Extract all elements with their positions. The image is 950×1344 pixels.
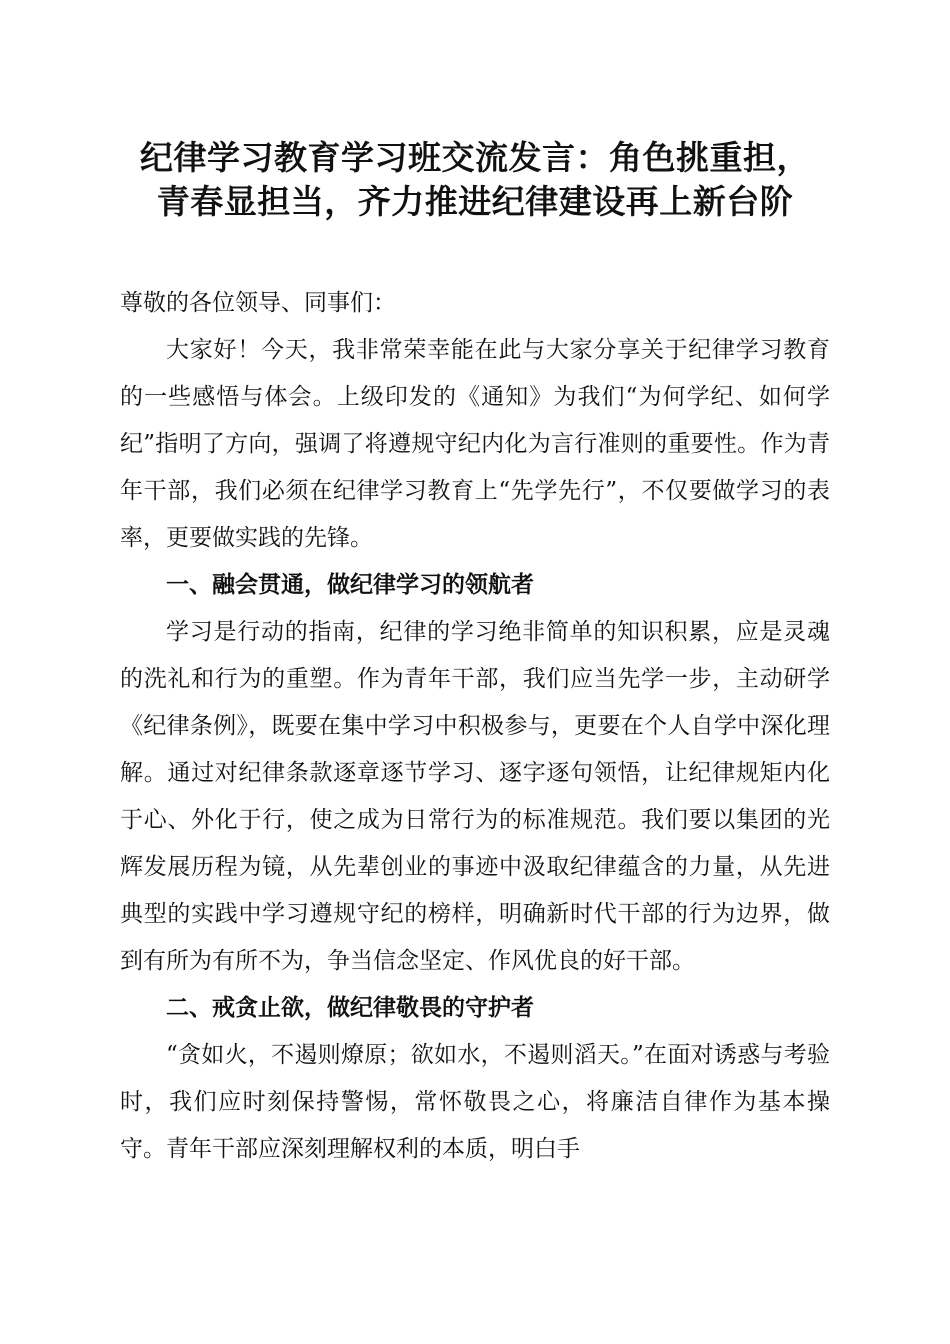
section-2-paragraph: “贪如火，不遏则燎原；欲如水，不遏则滔天。”在面对诱惑与考验时，我们应时刻保持警惕，常怀敬畏之心，将廉洁自律作为基本操守。青年干部应深刻理解权利的本质，明白手 [120,1042,830,1162]
section-1-paragraph: 学习是行动的指南，纪律的学习绝非简单的知识积累，应是灵魂的洗礼和行为的重塑。作为青年干部，我们应当先学一步，主动研学《纪律条例》，既要在集中学习中积极参与，更要在个人自学中深化理解。通过对纪律条款逐章逐节学习、逐字逐句领悟，让纪律规矩内化于心、外化于行，使之成为日常行为的标准规范。我们要以集团的光辉发展历程为镜，从先辈创业的事迹中汲取纪律蕴含的力量，从先进典型的实践中学习遵规守纪的榜样，明确新时代干部的行为边界，做到有所为有所不为，争当信念坚定、作风优良的好干部。 [120,619,830,974]
section-1-heading: 一、融会贯通，做纪律学习的领航者 [166,572,534,598]
intro-paragraph: 大家好！今天，我非常荣幸能在此与大家分享关于纪律学习教育的一些感悟与体会。上级印发的《通知》为我们“为何学纪、如何学纪”指明了方向，强调了将遵规守纪内化为言行准则的重要性。作为青年干部，我们必须在纪律学习教育上“先学先行”，不仅要做学习的表率，更要做实践的先锋。 [120,337,830,551]
salutation: 尊敬的各位领导、同事们： [120,290,396,316]
document-body [120,280,830,1173]
section-2-heading: 二、戒贪止欲，做纪律敬畏的守护者 [166,995,534,1021]
document-title-line-1: 纪律学习教育学习班交流发言：角色挑重担， [140,138,810,177]
document-title-line-2: 青春显担当，齐力推进纪律建设再上新台阶 [156,182,794,221]
